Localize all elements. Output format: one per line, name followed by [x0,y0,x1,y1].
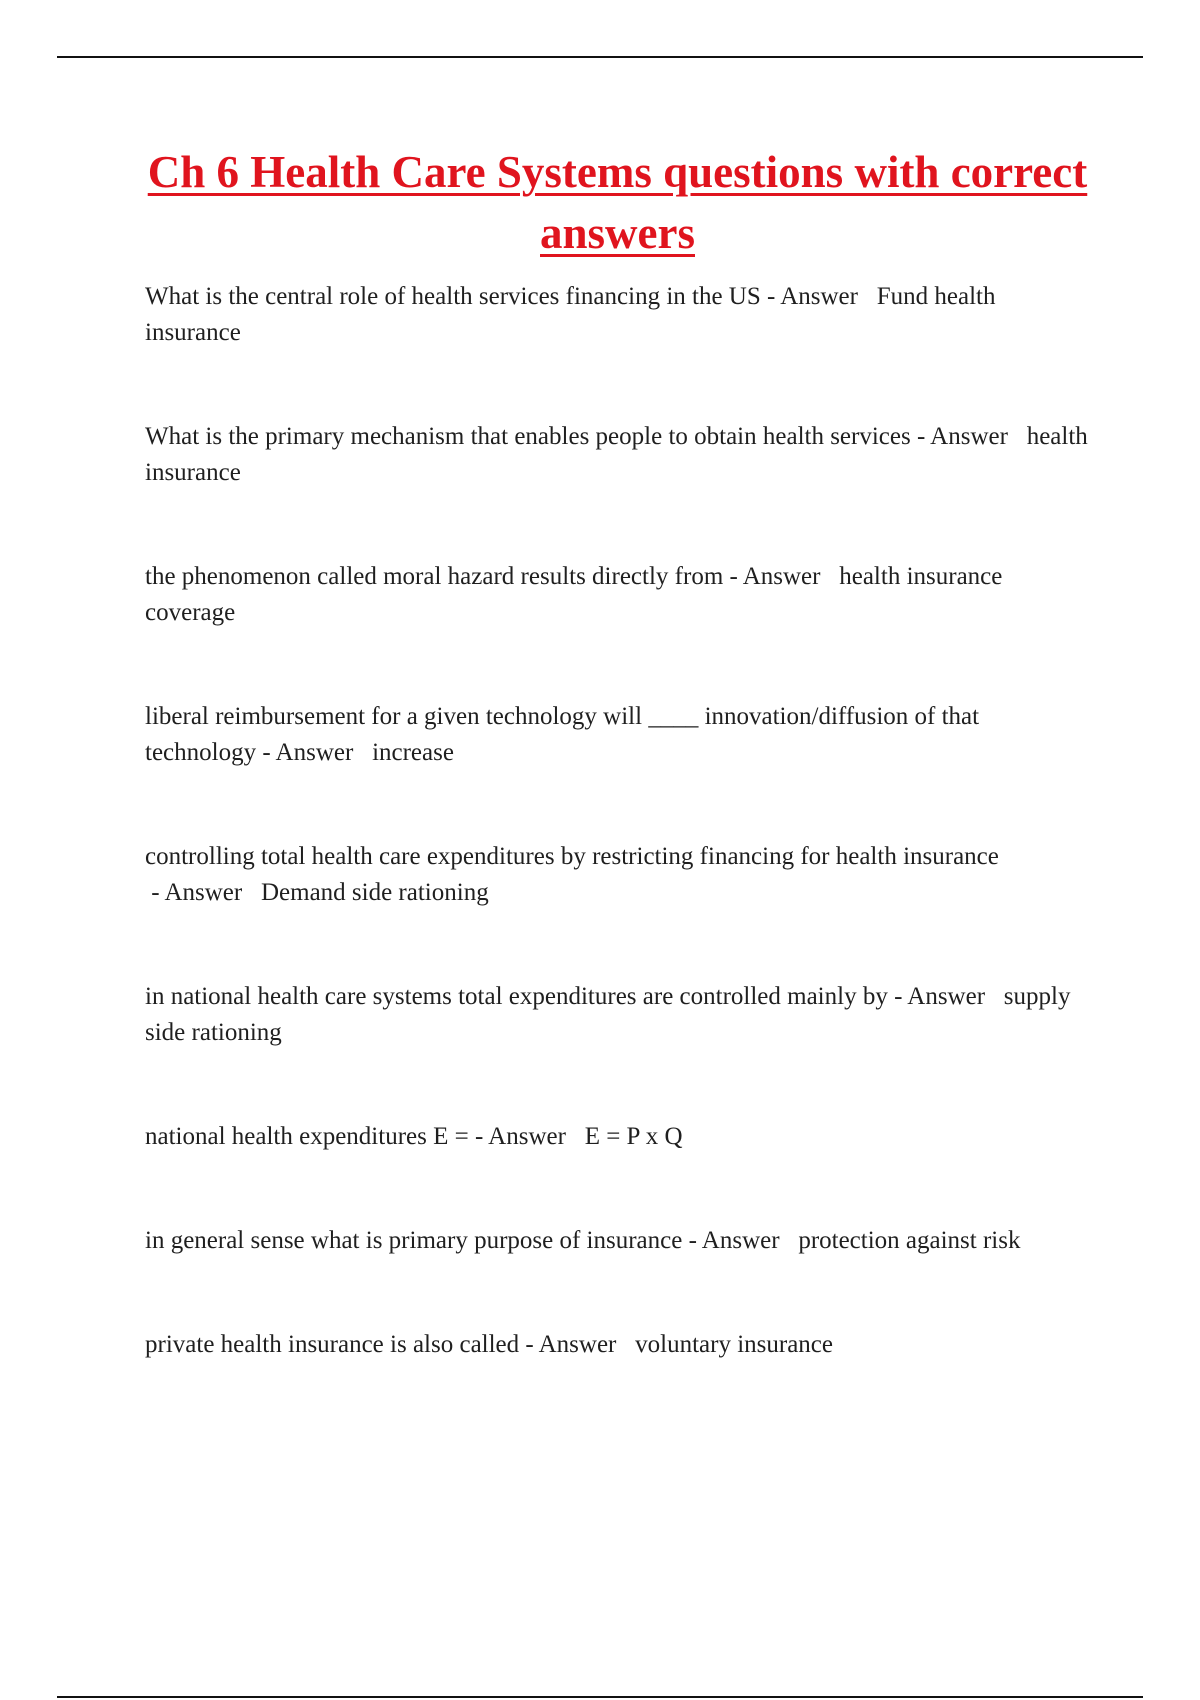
question-text: controlling total health care expenditures by restricting financing for health insurance [145,843,999,870]
question-text: national health expenditures E = [145,1123,469,1150]
qa-item [145,1223,1095,1259]
qa-item [145,1119,1095,1155]
answer-separator: - Answer [910,423,1027,450]
answer-text: Demand side rationing [260,879,489,906]
qa-item [145,279,1095,351]
bottom-divider [57,1696,1143,1698]
answer-separator: - Answer [468,1123,585,1150]
answer-separator: - Answer [256,739,373,766]
top-divider [57,56,1143,58]
question-text: in general sense what is primary purpose of insurance [145,1227,683,1254]
document-title: Ch 6 Health Care Systems questions with correct answers [147,147,1088,258]
answer-separator: - Answer [887,983,1004,1010]
answer-separator: - Answer [723,563,840,590]
question-text: liberal reimbursement for a given technology will ____ innovation/diffusion of that technology [145,703,980,766]
answer-text: voluntary insurance [635,1331,833,1358]
qa-item [145,559,1095,631]
question-text: the phenomenon called moral hazard results directly from [145,563,724,590]
qa-item [145,979,1095,1051]
qa-item [145,419,1095,491]
answer-text: health insurance [145,423,1088,486]
qa-item [145,839,1095,911]
answer-separator: - Answer [682,1227,799,1254]
question-text: in national health care systems total expenditures are controlled mainly by [145,983,888,1010]
question-text: private health insurance is also called [145,1331,520,1358]
answer-separator: - Answer [519,1331,636,1358]
question-text: What is the primary mechanism that enables people to obtain health services [145,423,911,450]
answer-text: increase [372,739,454,766]
question-answer-list [145,279,1095,1431]
question-text: What is the central role of health services financing in the US [145,283,761,310]
qa-item [145,699,1095,771]
answer-text: health insurance coverage [145,563,1003,626]
answer-text: protection against risk [798,1227,1021,1254]
answer-text: supply side rationing [145,983,1071,1046]
answer-separator: - Answer [760,283,877,310]
answer-separator: - Answer [145,879,261,906]
answer-text: Fund health insurance [145,283,996,346]
qa-item [145,1327,1095,1363]
answer-text: E = P x Q [584,1123,683,1150]
